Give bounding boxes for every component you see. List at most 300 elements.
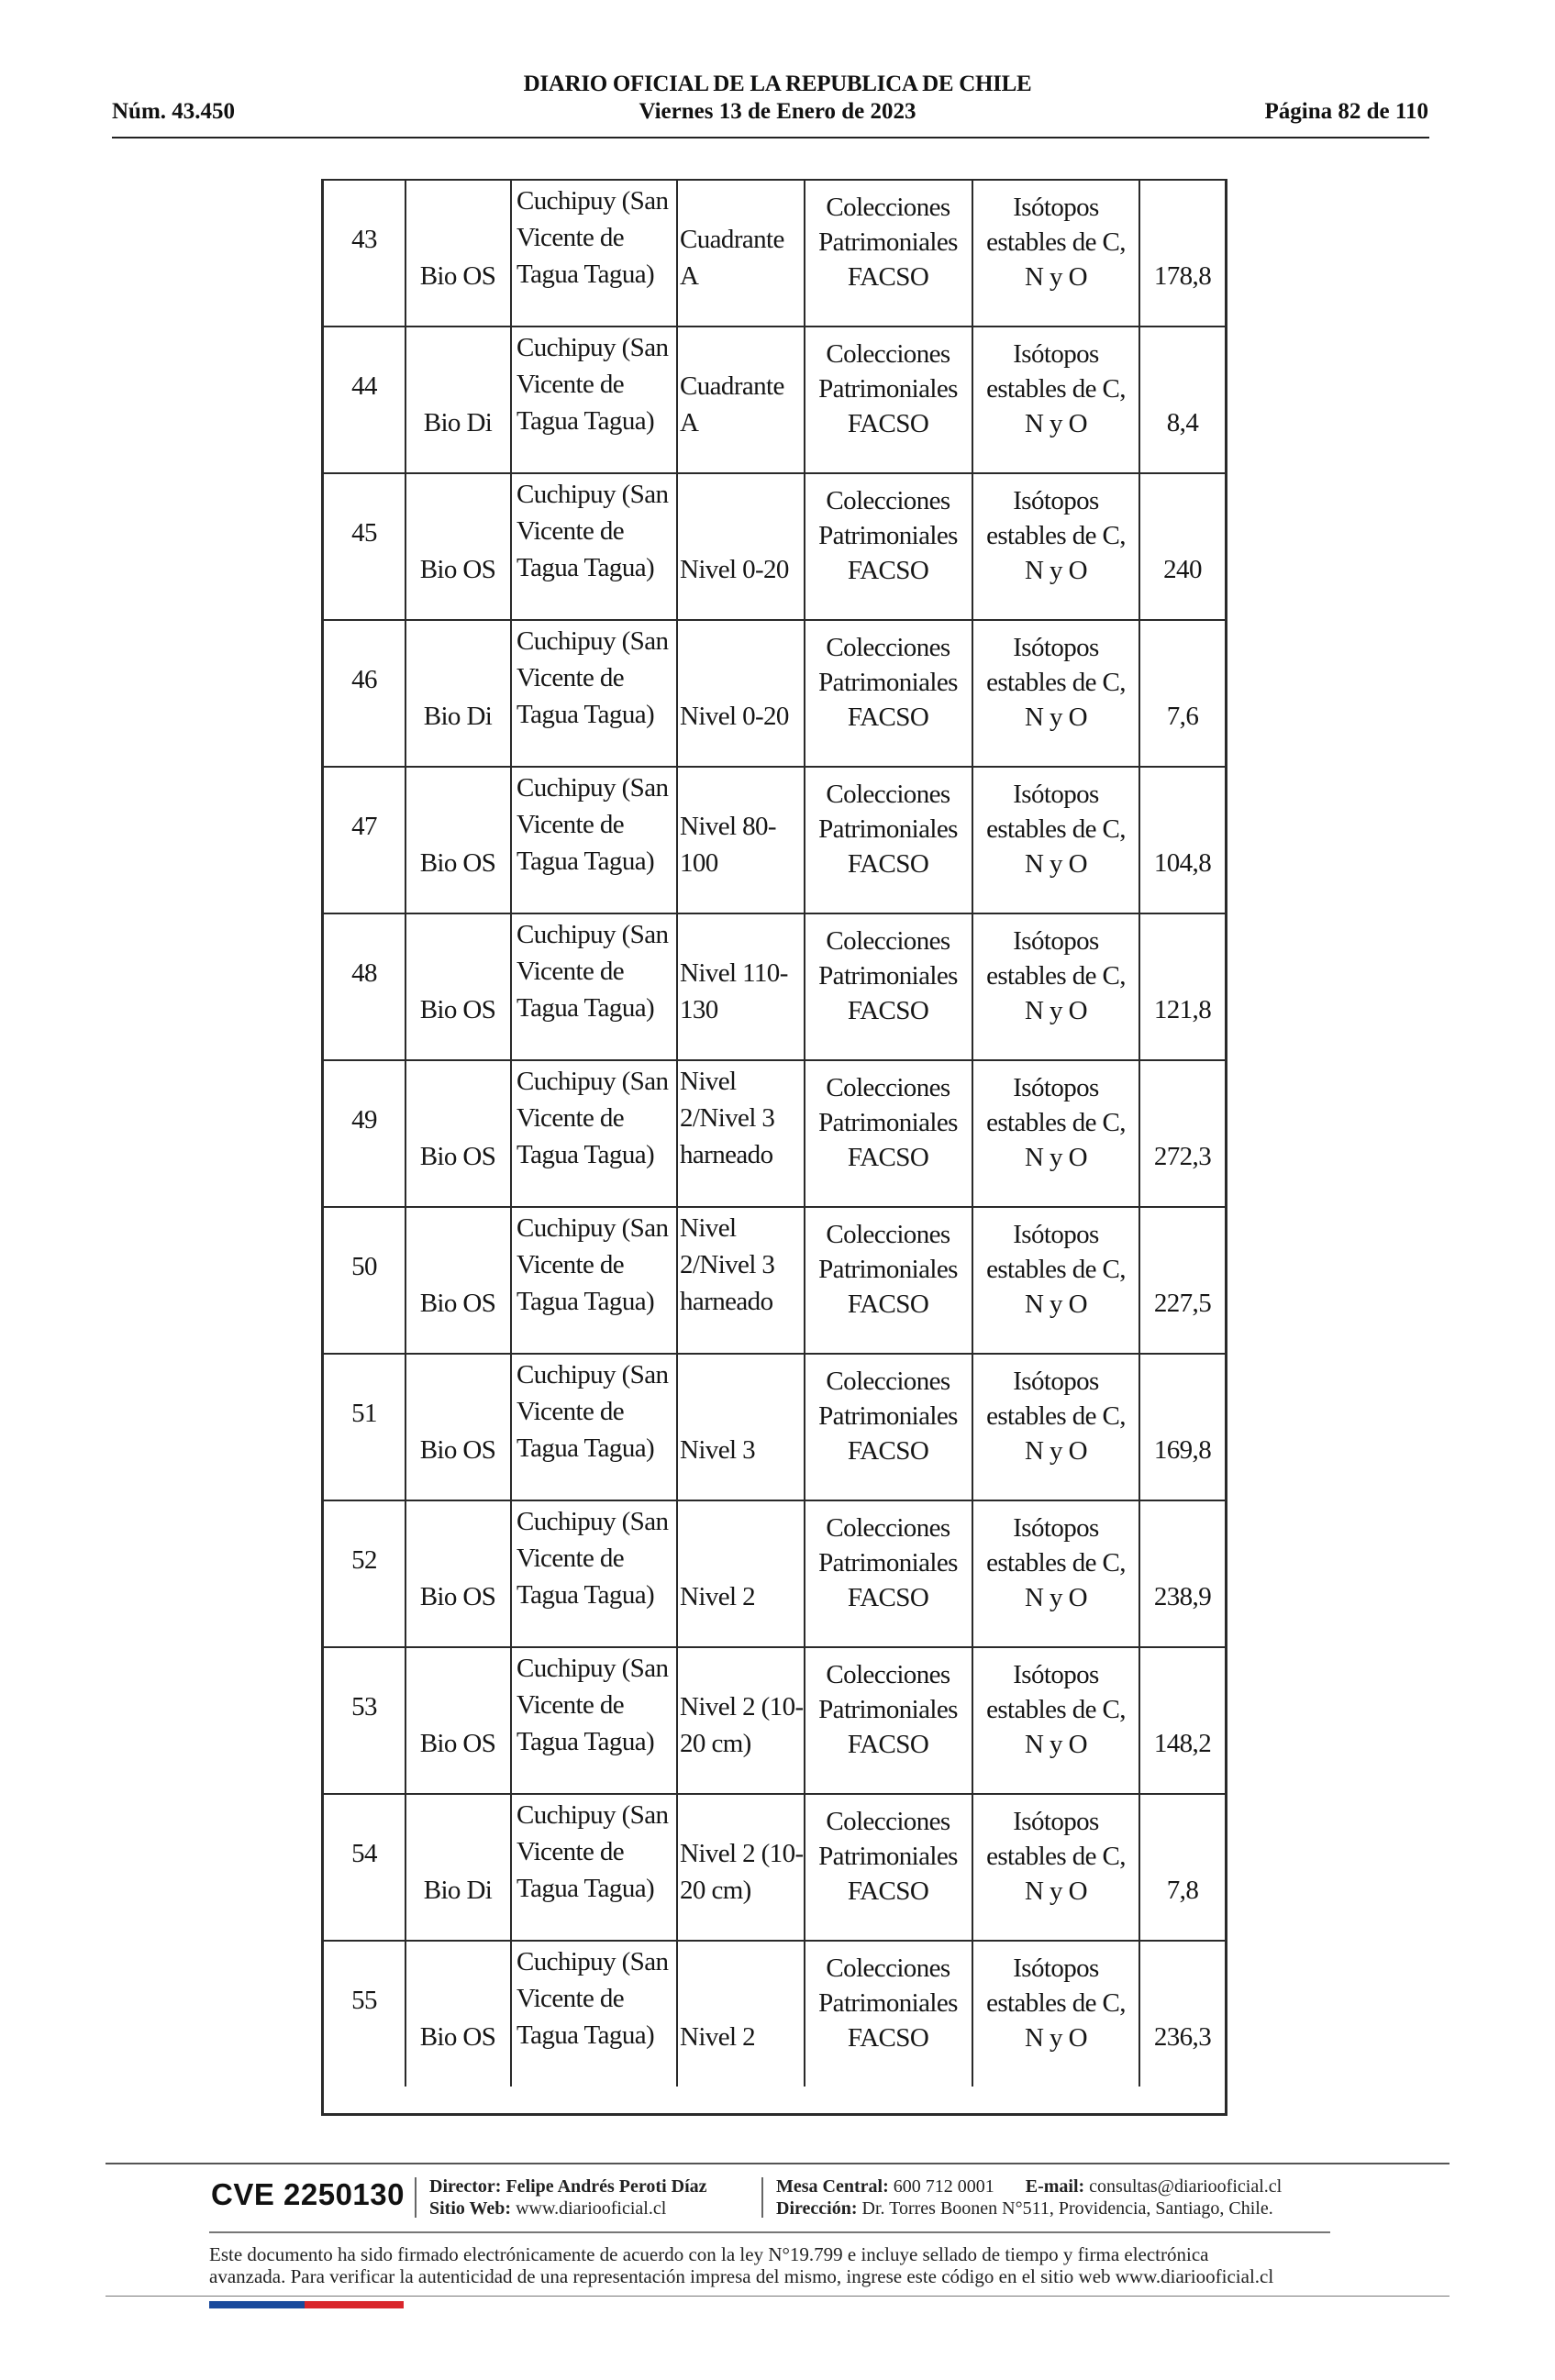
collection-name (805, 483, 971, 588)
site-name-line: Tagua Tagua) (516, 1727, 655, 1756)
excavation-level (680, 368, 784, 441)
analysis-type-line: N y O (1025, 996, 1087, 1025)
analysis-type (973, 1511, 1138, 1615)
table-row (324, 1940, 1225, 2087)
column-divider (676, 181, 678, 326)
column-divider (1138, 327, 1140, 472)
address-label: Dirección: (776, 2198, 858, 2219)
analysis-type (973, 630, 1138, 735)
excavation-level-line: Cuadrante (680, 225, 784, 254)
analysis-type-line: N y O (1025, 262, 1087, 292)
analysis-type-line: estables de C, (986, 668, 1126, 697)
footer-divider-mid (209, 2231, 1330, 2233)
analysis-type (973, 483, 1138, 588)
sample-code: Bio OS (419, 995, 496, 1024)
sample-value: 169,8 (1153, 1435, 1212, 1465)
analysis-type-line: N y O (1025, 703, 1087, 732)
excavation-level-line: 130 (680, 995, 718, 1024)
excavation-level-line: Nivel 3 (680, 1435, 755, 1465)
analysis-type-line: estables de C, (986, 227, 1126, 257)
column-divider (676, 474, 678, 619)
column-divider (510, 181, 512, 326)
sample-value: 8,4 (1166, 408, 1199, 437)
sample-value: 178,8 (1153, 261, 1212, 291)
column-divider (405, 768, 406, 913)
row-number: 48 (351, 958, 377, 988)
column-divider (676, 1208, 678, 1353)
collection-name (805, 337, 971, 441)
column-divider (676, 914, 678, 1059)
site-name-line: Tagua Tagua) (516, 993, 655, 1023)
excavation-level-line: Nivel 2 (680, 2022, 755, 2052)
column-divider (510, 1208, 512, 1353)
site-name-line: Vicente de (516, 516, 625, 546)
sample-code: Bio OS (419, 1729, 496, 1758)
excavation-level-line: Nivel 110- (680, 958, 788, 988)
site-name (516, 916, 668, 1026)
collection-name (805, 924, 971, 1028)
collection-name (805, 630, 971, 735)
site-name (516, 769, 668, 880)
collection-name-line: Colecciones (826, 486, 950, 515)
excavation-level (680, 808, 776, 881)
analysis-type-line: estables de C, (986, 1695, 1126, 1724)
director-line (429, 2176, 707, 2197)
excavation-level-line: Nivel (680, 1213, 737, 1243)
column-divider (676, 327, 678, 472)
collection-name-line: Patrimoniales (818, 227, 958, 257)
analysis-type (973, 1217, 1138, 1322)
analysis-type-line: estables de C, (986, 1548, 1126, 1577)
website-link[interactable]: www.diariooficial.cl (516, 2198, 667, 2219)
collection-name-line: Colecciones (826, 1954, 950, 1983)
collection-name-line: Patrimoniales (818, 1108, 958, 1137)
collection-name-line: FACSO (847, 1143, 929, 1172)
collection-name-line: Patrimoniales (818, 1842, 958, 1871)
column-divider (510, 1355, 512, 1500)
analysis-type-line: Isótopos (1013, 1220, 1099, 1249)
table-row (324, 472, 1225, 619)
table-row (324, 913, 1225, 1059)
excavation-level-line: harneado (680, 1140, 773, 1169)
collection-name-line: Colecciones (826, 1073, 950, 1102)
collection-name-line: Colecciones (826, 1807, 950, 1836)
analysis-type (973, 1951, 1138, 2055)
collection-name-line: Patrimoniales (818, 1548, 958, 1577)
site-name-line: Cuchipuy (San (516, 1067, 669, 1096)
collection-name-line: Colecciones (826, 633, 950, 662)
column-divider (676, 1501, 678, 1646)
analysis-type-line: Isótopos (1013, 1367, 1099, 1396)
site-name-line: Vicente de (516, 1984, 625, 2013)
column-divider (510, 768, 512, 913)
email-link[interactable]: consultas@diariooficial.cl (1089, 2176, 1283, 2197)
table-row (324, 1793, 1225, 1940)
site-name-line: Cuchipuy (San (516, 186, 669, 216)
excavation-level-line: A (680, 408, 699, 437)
sample-code: Bio OS (419, 1142, 496, 1171)
flag-stripe-red (305, 2301, 404, 2308)
site-name-line: Cuchipuy (San (516, 1507, 669, 1536)
excavation-level-line: 20 cm) (680, 1876, 751, 1905)
excavation-level (680, 1835, 804, 1909)
analysis-type-line: Isótopos (1013, 339, 1099, 369)
site-name (516, 1797, 668, 1907)
column-divider (405, 1208, 406, 1353)
collection-name (805, 190, 971, 294)
site-name-line: Cuchipuy (San (516, 1947, 669, 1976)
excavation-level (680, 1432, 755, 1468)
collection-name-line: FACSO (847, 262, 929, 292)
analysis-type-line: Isótopos (1013, 633, 1099, 662)
site-name-line: Tagua Tagua) (516, 1874, 655, 1903)
flag-stripe-blue (209, 2301, 305, 2308)
site-name-line: Cuchipuy (San (516, 1654, 669, 1683)
row-number: 54 (351, 1839, 377, 1868)
column-divider (1138, 1208, 1140, 1353)
collection-name-line: Colecciones (826, 1513, 950, 1543)
excavation-level-line: 20 cm) (680, 1729, 751, 1758)
site-name-line: Cuchipuy (San (516, 920, 669, 949)
column-divider (1138, 1648, 1140, 1793)
column-divider (676, 1061, 678, 1206)
analysis-type (973, 337, 1138, 441)
excavation-level-line: harneado (680, 1287, 773, 1316)
website-label: Sitio Web: (429, 2198, 512, 2219)
analysis-type-line: N y O (1025, 1730, 1087, 1759)
collection-name (805, 1511, 971, 1615)
row-number: 46 (351, 665, 377, 694)
site-name-line: Vicente de (516, 370, 625, 399)
sample-code: Bio OS (419, 555, 496, 584)
site-name-line: Vicente de (516, 1690, 625, 1720)
collection-name-line: Patrimoniales (818, 961, 958, 991)
site-name-line: Cuchipuy (San (516, 773, 669, 803)
column-divider (1138, 1942, 1140, 2087)
excavation-level (680, 698, 789, 735)
sample-code: Bio OS (419, 1435, 496, 1465)
site-name-line: Tagua Tagua) (516, 1580, 655, 1610)
excavation-level-line: Cuadrante (680, 371, 784, 401)
site-name (516, 1210, 668, 1320)
column-divider (510, 1501, 512, 1646)
collection-name-line: Patrimoniales (818, 521, 958, 550)
collection-name-line: FACSO (847, 996, 929, 1025)
collection-name-line: Colecciones (826, 1220, 950, 1249)
sample-value: 148,2 (1153, 1729, 1212, 1758)
site-name (516, 1063, 668, 1173)
analysis-type (973, 1364, 1138, 1468)
collection-name-line: FACSO (847, 1583, 929, 1612)
sample-code: Bio OS (419, 1582, 496, 1611)
analysis-type-line: Isótopos (1013, 1513, 1099, 1543)
row-number: 43 (351, 225, 377, 254)
footer-separator (415, 2177, 417, 2218)
footer-separator (761, 2177, 763, 2218)
column-divider (510, 1061, 512, 1206)
column-divider (510, 474, 512, 619)
table-row (324, 619, 1225, 766)
site-name-line: Vicente de (516, 1397, 625, 1426)
column-divider (676, 768, 678, 913)
excavation-level (680, 551, 789, 588)
analysis-type (973, 1657, 1138, 1762)
column-divider (1138, 1501, 1140, 1646)
column-divider (405, 1942, 406, 2087)
column-divider (1138, 1061, 1140, 1206)
excavation-level-line: Nivel 2 (10- (680, 1692, 804, 1721)
analysis-type-line: N y O (1025, 1143, 1087, 1172)
site-name-line: Vicente de (516, 223, 625, 252)
excavation-level-line: 100 (680, 848, 718, 878)
site-name-line: Vicente de (516, 1103, 625, 1133)
table-row (324, 1059, 1225, 1206)
excavation-level (680, 221, 784, 294)
column-divider (1138, 181, 1140, 326)
analysis-type-line: estables de C, (986, 1108, 1126, 1137)
site-name-line: Vicente de (516, 957, 625, 986)
row-number: 52 (351, 1545, 377, 1575)
cve-code: CVE 2250130 (211, 2177, 405, 2211)
column-divider (1138, 768, 1140, 913)
address-text: Dr. Torres Boonen N°511, Providencia, Santiago, Chile. (861, 2198, 1273, 2219)
column-divider (405, 474, 406, 619)
email-label: E-mail: (1025, 2176, 1085, 2197)
site-name-line: Tagua Tagua) (516, 1287, 655, 1316)
column-divider (510, 1648, 512, 1793)
analysis-type (973, 190, 1138, 294)
collection-name (805, 1070, 971, 1175)
row-number: 50 (351, 1252, 377, 1281)
analysis-type-line: Isótopos (1013, 193, 1099, 222)
analysis-type (973, 1804, 1138, 1909)
collection-name-line: Colecciones (826, 193, 950, 222)
footer-divider-bottom (106, 2296, 1449, 2297)
row-number: 53 (351, 1692, 377, 1721)
signature-notice-line2: avanzada. Para verificar la autenticidad de una representación impresa del mismo, ingrese este código en el sitio web www.diariooficial.cl (209, 2265, 1274, 2287)
footer-divider-top (106, 2163, 1449, 2164)
collection-name-line: FACSO (847, 703, 929, 732)
collection-name-line: Patrimoniales (818, 374, 958, 404)
collection-name-line: Colecciones (826, 1660, 950, 1689)
site-name-line: Vicente de (516, 1544, 625, 1573)
collection-name-line: FACSO (847, 409, 929, 438)
sample-value: 240 (1163, 555, 1202, 584)
sample-code: Bio Di (423, 1876, 493, 1905)
sample-code: Bio OS (419, 1289, 496, 1318)
excavation-level-line: Nivel 0-20 (680, 555, 789, 584)
collection-name (805, 1657, 971, 1762)
site-name-line: Cuchipuy (San (516, 1213, 669, 1243)
site-name-line: Vicente de (516, 1250, 625, 1279)
address-line (776, 2198, 1273, 2219)
site-name (516, 1356, 668, 1467)
site-name-line: Tagua Tagua) (516, 847, 655, 876)
excavation-level-line: Nivel 2 (680, 1582, 755, 1611)
column-divider (405, 1061, 406, 1206)
site-name-line: Vicente de (516, 1837, 625, 1866)
site-name-line: Cuchipuy (San (516, 333, 669, 362)
sample-code: Bio Di (423, 702, 493, 731)
column-divider (676, 621, 678, 766)
collection-name-line: Colecciones (826, 926, 950, 956)
analysis-type-line: Isótopos (1013, 780, 1099, 809)
analysis-type-line: Isótopos (1013, 486, 1099, 515)
analysis-type-line: N y O (1025, 1583, 1087, 1612)
analysis-type-line: estables de C, (986, 961, 1126, 991)
website-line (429, 2198, 666, 2219)
site-name (516, 329, 668, 439)
director-label: Director: (429, 2176, 502, 2197)
table-row (324, 766, 1225, 913)
sample-code: Bio OS (419, 848, 496, 878)
sample-value: 104,8 (1153, 848, 1212, 878)
column-divider (676, 1648, 678, 1793)
collection-name-line: FACSO (847, 849, 929, 879)
column-divider (405, 914, 406, 1059)
analysis-type-line: estables de C, (986, 374, 1126, 404)
analysis-type-line: estables de C, (986, 814, 1126, 844)
excavation-level-line: Nivel 2 (10- (680, 1839, 804, 1868)
column-divider (405, 327, 406, 472)
column-divider (405, 621, 406, 766)
page-number: Página 82 de 110 (1264, 99, 1428, 124)
signature-notice-line1: Este documento ha sido firmado electrónicamente de acuerdo con la ley N°19.799 e incluye sellado de tiempo y firma electrónica (209, 2243, 1209, 2265)
sample-value: 272,3 (1153, 1142, 1212, 1171)
analysis-type (973, 777, 1138, 881)
site-name-line: Cuchipuy (San (516, 480, 669, 509)
collection-name-line: Patrimoniales (818, 668, 958, 697)
site-name (516, 1503, 668, 1613)
analysis-type-line: estables de C, (986, 1988, 1126, 2018)
site-name (516, 476, 668, 586)
analysis-type-line: N y O (1025, 556, 1087, 585)
column-divider (405, 1501, 406, 1646)
table-row (324, 1353, 1225, 1500)
column-divider (405, 1355, 406, 1500)
analysis-type-line: Isótopos (1013, 1073, 1099, 1102)
row-number: 51 (351, 1399, 377, 1428)
collection-name-line: Colecciones (826, 780, 950, 809)
collection-name (805, 1951, 971, 2055)
site-name-line: Cuchipuy (San (516, 1800, 669, 1830)
analysis-type (973, 924, 1138, 1028)
column-divider (405, 181, 406, 326)
collection-name (805, 1217, 971, 1322)
sample-value: 7,8 (1166, 1876, 1199, 1905)
collection-name-line: Patrimoniales (818, 814, 958, 844)
site-name (516, 1943, 668, 2053)
collection-name-line: FACSO (847, 1730, 929, 1759)
site-name-line: Tagua Tagua) (516, 406, 655, 436)
collection-name-line: FACSO (847, 1290, 929, 1319)
site-name-line: Tagua Tagua) (516, 553, 655, 582)
site-name-line: Cuchipuy (San (516, 1360, 669, 1389)
analysis-type-line: N y O (1025, 849, 1087, 879)
analysis-type-line: N y O (1025, 1876, 1087, 1906)
analysis-type-line: estables de C, (986, 521, 1126, 550)
row-number: 47 (351, 812, 377, 841)
analysis-type-line: Isótopos (1013, 1807, 1099, 1836)
table-row (324, 1500, 1225, 1646)
phone-label: Mesa Central: (776, 2176, 889, 2197)
analysis-type-line: N y O (1025, 2023, 1087, 2053)
excavation-level-line: Nivel (680, 1067, 737, 1096)
collection-name-line: FACSO (847, 556, 929, 585)
collection-name-line: Patrimoniales (818, 1695, 958, 1724)
site-name-line: Tagua Tagua) (516, 2020, 655, 2050)
analysis-type (973, 1070, 1138, 1175)
site-name-line: Cuchipuy (San (516, 626, 669, 656)
column-divider (405, 1648, 406, 1793)
collection-name-line: FACSO (847, 2023, 929, 2053)
samples-table (321, 179, 1227, 2116)
table-row (324, 1646, 1225, 1793)
column-divider (510, 914, 512, 1059)
row-number: 49 (351, 1105, 377, 1135)
excavation-level (680, 955, 788, 1028)
contact-line (776, 2176, 1282, 2197)
analysis-type-line: N y O (1025, 1290, 1087, 1319)
excavation-level (680, 1063, 774, 1173)
sample-code: Bio OS (419, 2022, 496, 2052)
sample-value: 238,9 (1153, 1582, 1212, 1611)
site-name-line: Vicente de (516, 810, 625, 839)
column-divider (405, 1795, 406, 1940)
phone-number: 600 712 0001 (893, 2176, 994, 2197)
column-divider (1138, 621, 1140, 766)
issue-date: Viernes 13 de Enero de 2023 (639, 99, 916, 124)
analysis-type-line: estables de C, (986, 1401, 1126, 1431)
site-name-line: Tagua Tagua) (516, 700, 655, 729)
collection-name-line: FACSO (847, 1436, 929, 1466)
analysis-type-line: estables de C, (986, 1255, 1126, 1284)
collection-name-line: Patrimoniales (818, 1401, 958, 1431)
column-divider (1138, 1795, 1140, 1940)
excavation-level-line: A (680, 261, 699, 291)
sample-value: 121,8 (1153, 995, 1212, 1024)
column-divider (510, 1795, 512, 1940)
table-row (324, 1206, 1225, 1353)
sample-code: Bio OS (419, 261, 496, 291)
site-name (516, 623, 668, 733)
analysis-type-line: Isótopos (1013, 1660, 1099, 1689)
sample-value: 236,3 (1153, 2022, 1212, 2052)
column-divider (1138, 474, 1140, 619)
excavation-level-line: Nivel 80- (680, 812, 776, 841)
column-divider (510, 1942, 512, 2087)
excavation-level (680, 1210, 774, 1320)
site-name-line: Vicente de (516, 663, 625, 692)
newspaper-title: DIARIO OFICIAL DE LA REPUBLICA DE CHILE (523, 72, 1032, 96)
collection-name-line: Colecciones (826, 339, 950, 369)
collection-name (805, 1804, 971, 1909)
site-name-line: Tagua Tagua) (516, 1140, 655, 1169)
collection-name-line: Patrimoniales (818, 1255, 958, 1284)
excavation-level (680, 1578, 755, 1615)
excavation-level-line: Nivel 0-20 (680, 702, 789, 731)
column-divider (510, 621, 512, 766)
analysis-type-line: Isótopos (1013, 1954, 1099, 1983)
row-number: 55 (351, 1986, 377, 2015)
row-number: 44 (351, 371, 377, 401)
site-name-line: Tagua Tagua) (516, 1434, 655, 1463)
column-divider (676, 1355, 678, 1500)
analysis-type-line: N y O (1025, 409, 1087, 438)
site-name (516, 1650, 668, 1760)
director-name: Felipe Andrés Peroti Díaz (505, 2176, 707, 2197)
analysis-type-line: Isótopos (1013, 926, 1099, 956)
